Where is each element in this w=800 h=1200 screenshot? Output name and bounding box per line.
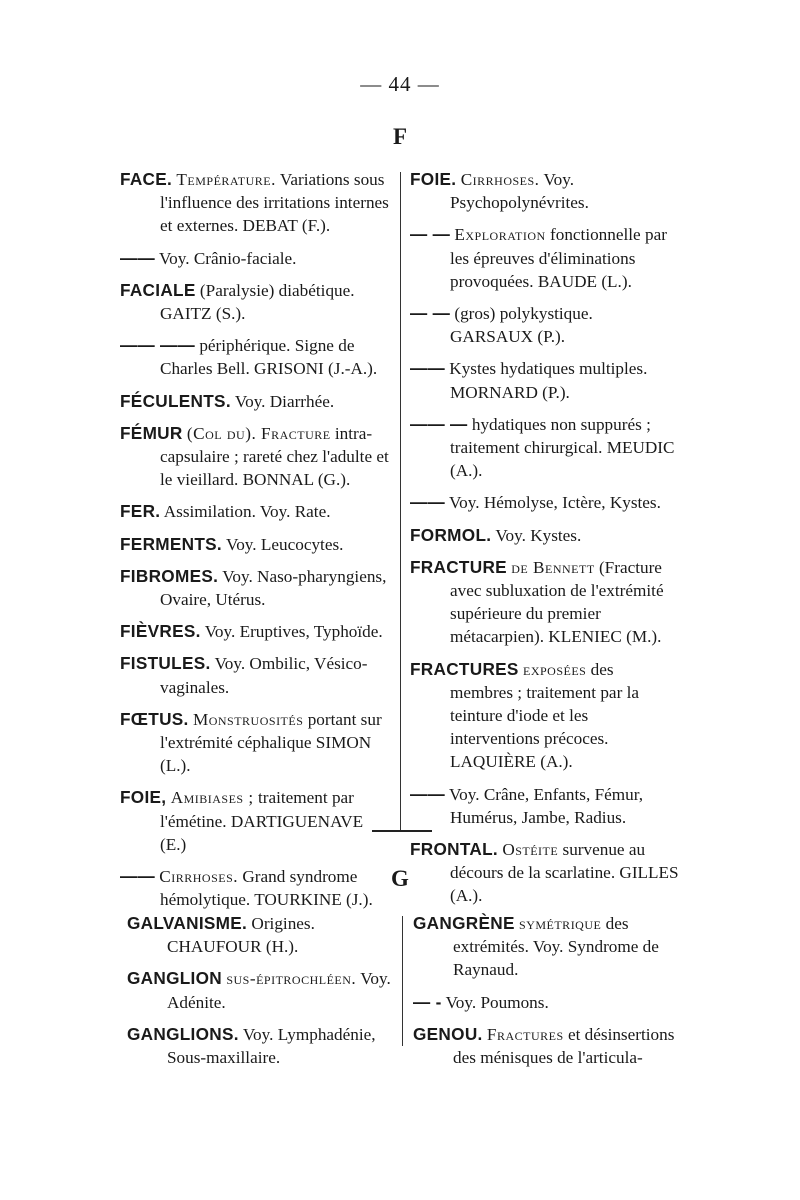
section-letter-g: G bbox=[391, 866, 409, 891]
entry-heading: GALVANISME. bbox=[127, 913, 248, 933]
entry-heading: FÉMUR bbox=[120, 422, 183, 443]
index-entry bbox=[120, 708, 392, 778]
entry-text: Kystes hydatiques multiples. MORNARD (P.). bbox=[449, 359, 648, 402]
entry-subheading: (Col du). Fracture bbox=[186, 423, 331, 443]
entry-text: hydatiques non suppurés ; traitement chirurgical. MEUDIC (A.). bbox=[450, 414, 675, 481]
entry-text: Voy. Diarrhée. bbox=[234, 391, 335, 411]
entry-heading: FORMOL. bbox=[410, 524, 492, 545]
entry-text: traitement par l'émétine. DARTIGUENAVE (E.) bbox=[160, 788, 364, 854]
entry-text: Voy. Poumons. bbox=[445, 992, 549, 1012]
entry-heading: — — bbox=[410, 224, 451, 245]
index-entry bbox=[410, 168, 680, 214]
entry-subheading: exposées bbox=[522, 659, 587, 679]
entry-heading: —— bbox=[410, 492, 445, 513]
entry-text: des membres ; traitement par la teinture d'iode et les interventions précoces. LAQUIÈRE (A.). bbox=[450, 659, 639, 772]
entry-subheading: Monstruosités bbox=[192, 709, 304, 729]
index-entry bbox=[410, 556, 680, 649]
entry-heading: —— — bbox=[410, 413, 468, 434]
index-entry bbox=[410, 524, 680, 547]
entry-heading: FŒTUS. bbox=[120, 708, 189, 729]
entry-heading: —— bbox=[120, 247, 155, 268]
entry-text: Voy. Adénite. bbox=[167, 969, 391, 1012]
index-entry bbox=[413, 991, 685, 1014]
entry-text: (gros) polykystique. GARSAUX (P.). bbox=[450, 304, 593, 347]
entry-text: Voy. Ombilic, Vésico-vaginales. bbox=[160, 654, 368, 697]
entry-heading: — - bbox=[413, 991, 442, 1012]
entry-text: Voy. Kystes. bbox=[495, 525, 582, 545]
entry-text: Assimilation. Voy. Rate. bbox=[163, 502, 331, 522]
index-entry bbox=[120, 565, 392, 611]
entry-subheading: Amibiases ; bbox=[170, 788, 254, 808]
index-entry bbox=[127, 912, 393, 958]
entry-subheading: Cirrhoses. bbox=[460, 170, 540, 189]
entry-heading: — — bbox=[410, 303, 451, 324]
index-entry bbox=[120, 620, 392, 643]
index-entry bbox=[413, 912, 685, 982]
entry-subheading: Exploration bbox=[454, 225, 546, 245]
entry-heading: FERMENTS. bbox=[120, 533, 223, 554]
entry-heading: GENOU. bbox=[413, 1023, 483, 1044]
index-entry bbox=[120, 279, 392, 325]
entry-subheading: Cirrhoses. bbox=[159, 867, 239, 887]
entry-heading: FÉCULENTS. bbox=[120, 390, 231, 411]
entry-heading: GANGLION bbox=[127, 968, 223, 989]
entry-subheading: Température. bbox=[176, 170, 276, 189]
index-entry bbox=[410, 658, 680, 774]
index-entry bbox=[120, 390, 392, 413]
entry-heading: FRACTURES bbox=[410, 658, 519, 679]
index-entry bbox=[120, 533, 392, 556]
entry-subheading: Ostéite bbox=[502, 840, 559, 860]
entry-heading: GANGRÈNE bbox=[413, 913, 515, 933]
index-column-f-left bbox=[120, 168, 392, 920]
index-entry bbox=[120, 500, 392, 523]
entry-text: Origines. CHAUFOUR (H.). bbox=[167, 914, 315, 957]
entry-text: fonctionnelle par les épreuves d'éliminations provoquées. BAUDE (L.). bbox=[450, 225, 667, 291]
entry-text: et désinsertions des ménisques de l'articula- bbox=[453, 1024, 675, 1068]
entry-text: Voy. Crâne, Enfants, Fémur, Humérus, Jambe, Radius. bbox=[448, 784, 644, 827]
entry-text: survenue au décours de la scarlatine. GILLES (A.). bbox=[450, 840, 679, 906]
entry-text: des extrémités. Voy. Syndrome de Raynaud. bbox=[453, 914, 659, 980]
entry-heading: FIÈVRES. bbox=[120, 621, 201, 642]
entry-heading: FACE. bbox=[120, 169, 173, 189]
index-column-g-left bbox=[127, 912, 393, 1078]
entry-text: Voy. Eruptives, Typhoïde. bbox=[204, 622, 383, 642]
entry-text: (Paralysie) diabétique. GAITZ (S.). bbox=[160, 280, 355, 324]
index-column-g-right bbox=[413, 912, 685, 1078]
index-entry bbox=[120, 422, 392, 492]
index-entry bbox=[120, 334, 392, 380]
entry-text: Voy. Psychopolynévrites. bbox=[450, 170, 589, 213]
index-column-f-right bbox=[410, 168, 680, 917]
index-entry bbox=[410, 413, 680, 483]
entry-heading: FER. bbox=[120, 501, 161, 522]
entry-text: Voy. Leucocytes. bbox=[226, 534, 344, 554]
entry-subheading: symétrique bbox=[519, 914, 602, 933]
entry-text: intra-capsulaire ; rareté chez l'adulte et le vieillard. BONNAL (G.). bbox=[160, 423, 389, 490]
entry-heading: FIBROMES. bbox=[120, 565, 219, 586]
entry-subheading: Fractures bbox=[486, 1024, 564, 1044]
entry-text: Grand syndrome hémolytique. TOURKINE (J.). bbox=[160, 867, 373, 910]
index-entry bbox=[410, 783, 680, 829]
page-number: — 44 — bbox=[360, 72, 440, 96]
column-divider bbox=[400, 172, 401, 832]
entry-heading: GANGLIONS. bbox=[127, 1023, 239, 1044]
index-entry bbox=[127, 1023, 393, 1069]
entry-text: portant sur l'extrémité céphalique SIMON (L.). bbox=[160, 709, 382, 776]
entry-text: Voy. Lymphadénie, Sous-maxillaire. bbox=[167, 1024, 376, 1068]
index-entry bbox=[410, 357, 680, 403]
entry-text: périphérique. Signe de Charles Bell. GRISONI (J.-A.). bbox=[160, 336, 378, 379]
section-letter-f: F bbox=[392, 124, 408, 149]
entry-heading: FOIE. bbox=[410, 169, 457, 189]
index-entry bbox=[120, 168, 392, 238]
index-entry bbox=[410, 223, 680, 293]
entry-subheading: sus-épitrochléen. bbox=[226, 969, 357, 989]
entry-heading: —— —— bbox=[120, 335, 196, 356]
entry-heading: FOIE, bbox=[120, 787, 167, 808]
section-separator bbox=[372, 830, 432, 832]
entry-text: Variations sous l'influence des irritations internes et externes. DEBAT (F.). bbox=[160, 170, 389, 236]
entry-text: Voy. Naso-pharyngiens, Ovaire, Utérus. bbox=[160, 566, 387, 610]
index-entry bbox=[120, 786, 392, 856]
entry-heading: —— bbox=[410, 358, 445, 379]
entry-heading: FRONTAL. bbox=[410, 839, 499, 860]
column-divider bbox=[402, 916, 403, 1046]
entry-subheading: de Bennett bbox=[511, 557, 595, 577]
entry-text: (Fracture avec subluxation de l'extrémité supérieure du premier métacarpien). KLENIEC (M.). bbox=[450, 557, 664, 647]
index-entry bbox=[410, 302, 680, 348]
entry-heading: FRACTURE bbox=[410, 556, 507, 577]
index-entry bbox=[413, 1023, 685, 1069]
index-entry bbox=[410, 491, 680, 514]
entry-text: Voy. Crânio-faciale. bbox=[158, 248, 297, 268]
index-entry bbox=[120, 652, 392, 698]
entry-heading: FISTULES. bbox=[120, 653, 211, 674]
index-entry bbox=[120, 247, 392, 270]
entry-heading: —— bbox=[410, 783, 445, 804]
index-entry bbox=[127, 967, 393, 1013]
entry-heading: FACIALE bbox=[120, 279, 196, 300]
entry-text: Voy. Hémolyse, Ictère, Kystes. bbox=[448, 493, 661, 513]
entry-heading: —— bbox=[120, 866, 155, 887]
